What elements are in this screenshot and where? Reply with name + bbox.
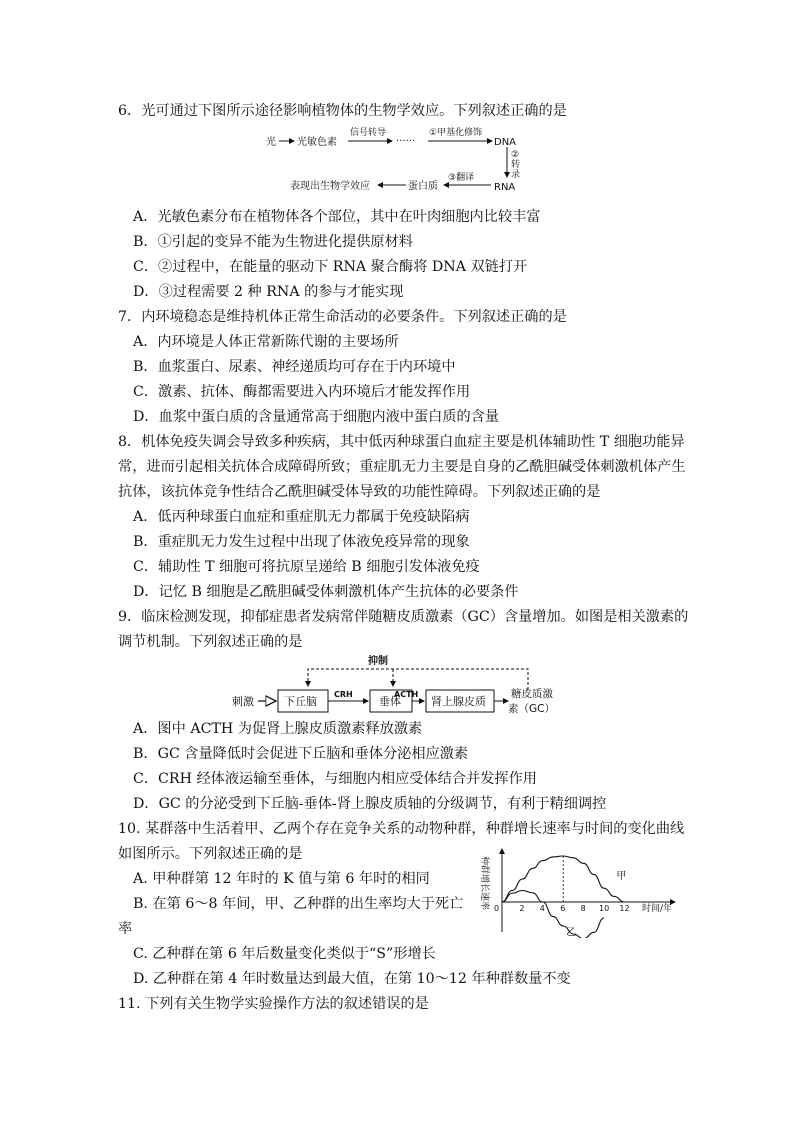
q6-light: 光 xyxy=(266,137,276,148)
q6-rna: RNA xyxy=(494,182,516,193)
q6-stem: 6．光可通过下图所示途径影响植物体的生物学效应。下列叙述正确的是 xyxy=(118,103,567,119)
q9-stem-line1: 9．临床检测发现，抑郁症患者发病常伴随糖皮质激素（GC）含量增加。如图是相关激素的 xyxy=(118,609,689,625)
q10-option-c: C. 乙种群在第 6 年后数量变化类似于“S”形增长 xyxy=(133,946,436,962)
q6-option-d: D．③过程需要 2 种 RNA 的参与才能实现 xyxy=(133,284,404,300)
q10-x-tick: 4 xyxy=(539,904,545,913)
q9-stem-line2: 调节机制。下列叙述正确的是 xyxy=(118,634,303,650)
q6-signal: 信号转导 xyxy=(350,128,387,138)
q10-option-a: A. 甲种群第 12 年时的 K 值与第 6 年时的相同 xyxy=(133,871,430,887)
q9-adrenal: 肾上腺皮质 xyxy=(431,695,486,708)
q10-x-tick: 10 xyxy=(599,904,610,913)
q10-series-yi xyxy=(502,891,604,939)
q7-stem: 7．内环境稳态是维持机体正常生命活动的必要条件。下列叙述正确的是 xyxy=(118,309,567,325)
q10-stem-line2: 如图所示。下列叙述正确的是 xyxy=(118,846,303,862)
q8-option-b: B．重症肌无力发生过程中出现了体液免疫异常的现象 xyxy=(133,534,470,550)
q7-option-b: B．血浆蛋白、尿素、神经递质均可存在于内环境中 xyxy=(133,359,456,375)
q10-growth-rate-chart xyxy=(470,848,680,938)
q10-x-tick: 6 xyxy=(560,904,566,913)
q8-option-c: C．辅助性 T 细胞可将抗原呈递给 B 细胞引发体液免疫 xyxy=(133,559,480,575)
q6-option-a: A．光敏色素分布在植物体各个部位，其中在叶肉细胞内比较丰富 xyxy=(133,209,541,225)
q9-option-a: A．图中 ACTH 为促肾上腺皮质激素释放激素 xyxy=(133,721,423,737)
q10-x-tick: 12 xyxy=(619,904,630,913)
q10-option-b-cont: 率 xyxy=(118,921,133,937)
q10-y-axis-arrow xyxy=(499,848,505,854)
q9-stimulus: 刺激 xyxy=(232,695,254,708)
q10-series-jia-label: 甲 xyxy=(616,871,627,882)
q10-x-tick: 0 xyxy=(494,904,500,913)
q10-stem-line1: 10. 某群落中生活着甲、乙两个存在竞争关系的动物种群，种群增长速率与时间的变化曲线 xyxy=(118,821,685,837)
q10-x-tick: 8 xyxy=(580,904,586,913)
q8-option-a: A．低丙种球蛋白血症和重症肌无力都属于免疫缺陷病 xyxy=(133,509,470,525)
q8-option-d: D．记忆 B 细胞是乙酰胆碱受体刺激机体产生抗体的必要条件 xyxy=(133,584,519,600)
q10-option-b: B. 在第 6～8 年间，甲、乙种群的出生率均大于死亡 xyxy=(133,896,464,912)
q6-effect: 表现出生物学效应 xyxy=(290,181,370,192)
q8-stem-line1: 8．机体免疫失调会导致多种疾病，其中低丙种球蛋白血症主要是机体辅助性 T 细胞功能异 xyxy=(118,434,685,450)
q11-stem: 11. 下列有关生物学实验操作方法的叙述错误的是 xyxy=(118,996,429,1012)
q10-x-tick: 2 xyxy=(519,904,525,913)
q10-ylabel: 种群增长速率 xyxy=(479,856,489,911)
q8-stem-line3: 抗体，该抗体竞争性结合乙酰胆碱受体导致的功能性障碍。下列叙述正确的是 xyxy=(118,484,601,500)
q6-dots: ······ xyxy=(396,136,416,147)
q7-option-a: A．内环境是人体正常新陈代谢的主要场所 xyxy=(133,334,399,350)
q6-step3: ③翻译 xyxy=(448,173,475,183)
q7-option-d: D．血浆中蛋白质的含量通常高于细胞内液中蛋白质的含量 xyxy=(133,409,500,425)
q7-option-c: C．激素、抗体、酶都需要进入内环境后才能发挥作用 xyxy=(133,384,471,400)
q9-option-c: C．CRH 经体液运输至垂体，与细胞内相应受体结合并发挥作用 xyxy=(133,771,537,787)
q9-option-b: B．GC 含量降低时会促进下丘脑和垂体分泌相应激素 xyxy=(133,746,469,762)
q10-xlabel: 时间/年 xyxy=(642,904,673,914)
q9-pituitary: 垂体 xyxy=(379,695,401,708)
q6-step1: ①甲基化修饰 xyxy=(429,128,483,138)
q9-inhibit-label: 抑制 xyxy=(368,656,388,667)
q6-step2b: 转 xyxy=(511,160,521,170)
q6-pathway-diagram xyxy=(262,122,532,197)
q8-stem-line2: 常，进而引起相关抗体合成障碍所致；重症肌无力主要是自身的乙酰胆碱受体刺激机体产生 xyxy=(118,459,686,475)
q6-option-c: C．②过程中，在能量的驱动下 RNA 聚合酶将 DNA 双链打开 xyxy=(133,259,528,275)
q6-dna: DNA xyxy=(494,137,517,148)
q6-protein: 蛋白质 xyxy=(408,181,438,192)
q6-step2c: 录 xyxy=(511,170,521,180)
q9-acth-label: ACTH xyxy=(394,690,419,699)
q6-step2a: ② xyxy=(511,150,520,160)
q9-option-d: D．GC 的分泌受到下丘脑-垂体-肾上腺皮质轴的分级调节，有利于精细调控 xyxy=(133,796,607,812)
q6-option-b: B．①引起的变异不能为生物进化提供原材料 xyxy=(133,234,413,250)
q9-gc-line2: 素（GC） xyxy=(508,703,555,715)
q9-hypothalamus: 下丘脑 xyxy=(284,695,317,708)
q10-series-jia xyxy=(502,856,627,902)
q9-crh-label: CRH xyxy=(334,690,353,699)
q6-phytochrome: 光敏色素 xyxy=(297,137,337,148)
q10-option-d: D. 乙种群在第 4 年时数量达到最大值，在第 10～12 年种群数量不变 xyxy=(133,971,571,987)
q9-gc-line1: 糖皮质激 xyxy=(511,688,553,700)
q10-series-yi-label: 乙 xyxy=(566,927,577,938)
q9-regulation-diagram xyxy=(228,652,568,718)
